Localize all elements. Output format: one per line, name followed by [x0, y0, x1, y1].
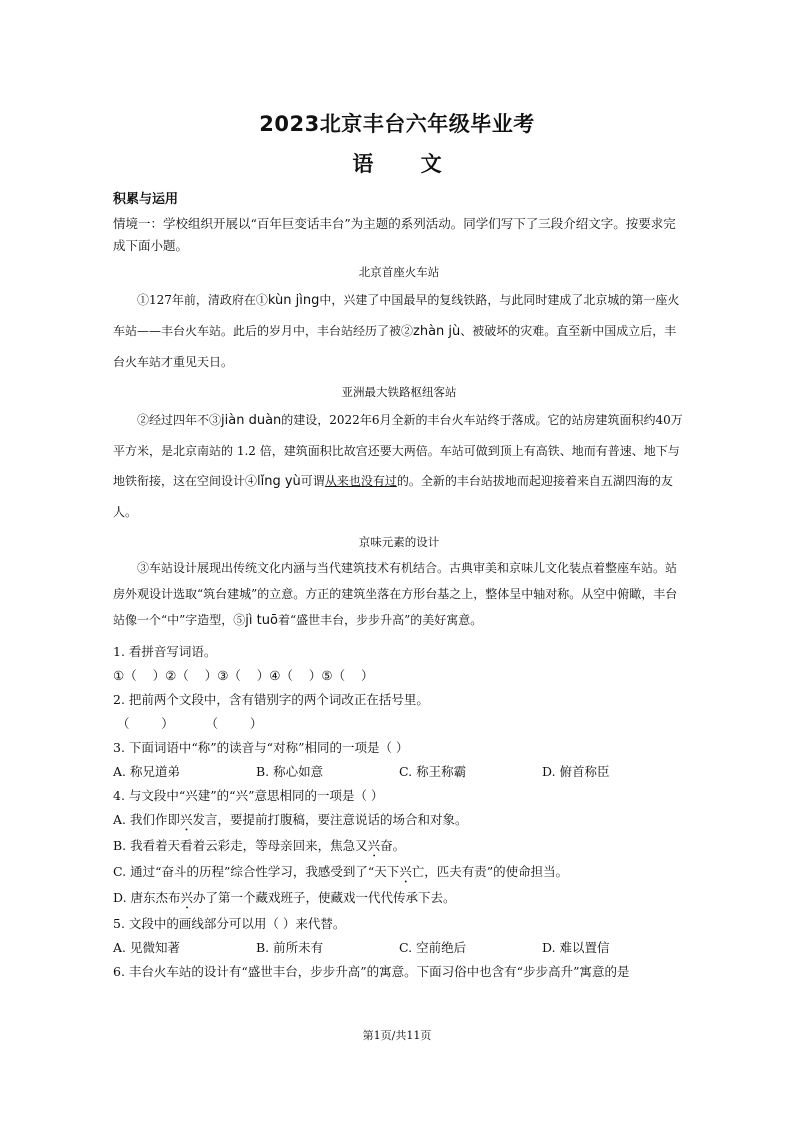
option-c[interactable]: C. 称王称霸 [399, 764, 467, 779]
pinyin-2: zhàn jù [413, 324, 461, 339]
passage-text: ②经过四年不③ [137, 413, 222, 427]
question-4: 4. 与文段中“兴建”的“兴”意思相同的一项是（ ） [113, 788, 384, 803]
question-4-option-c[interactable] [113, 860, 685, 886]
passage-text: 的。全新的丰台站拔地而起迎接着来自五湖四海的友人。 [113, 474, 673, 519]
passage-text: 着“盛世丰台，步步升高”的美好寓意。 [277, 613, 483, 627]
option-a[interactable]: A. 见微知著 [113, 940, 180, 955]
option-text: C. 通过“奋斗的历程”综合性学习，我感受到了“天下 [113, 864, 400, 879]
question-5: 5. 文段中的画线部分可以用（ ）来代替。 [113, 916, 346, 931]
question-4-option-d[interactable] [113, 886, 685, 912]
emphasized-char: 兴 [179, 812, 193, 827]
question-3: 3. 下面词语中“称”的读音与“对称”相同的一项是（ ） [113, 740, 409, 755]
option-d[interactable]: D. 难以置信 [542, 940, 610, 955]
option-d[interactable]: D. 俯首称臣 [542, 764, 610, 779]
option-text: 亡，匹夫有责”的使命担当。 [411, 864, 569, 879]
passage-text: 、被破坏的灾难。直至新中国成立后，丰台火车站才重见天日。 [113, 324, 677, 369]
subject-title: 语 文 [352, 152, 442, 176]
pinyin-5: jì tuō [245, 613, 278, 628]
pinyin-1: kùn jìng [267, 293, 320, 308]
passage-text: 的建设，2022年6月全新的丰台火车站终于落成。它的站房建筑面积约40万平方米，是北京南站的 1.2 倍，建筑面积比故宫还要大两倍。车站可做到顶上有高铁、地而有普速、地下与地铁衔接，这在空间设计④ [113, 413, 683, 488]
passage-text: ①127年前，清政府在① [137, 293, 268, 307]
question-2-blanks[interactable]: （ ） （ ） [113, 716, 263, 731]
passage-2-subtitle: 亚洲最大铁路枢纽客站 [341, 385, 457, 399]
content-body [113, 188, 685, 984]
question-4-option-b[interactable] [113, 834, 685, 860]
exam-title: 2023北京丰台六年级毕业考 [259, 112, 535, 136]
page-number: 第1页/共11页 [362, 1029, 432, 1042]
question-6: 6. 丰台火车站的设计有“盛世丰台，步步升高”的寓意。下面习俗中也含有“步步高升”寓意的是 [113, 964, 630, 979]
passage-1-subtitle: 北京首座火车站 [358, 265, 440, 279]
question-3-options [113, 760, 685, 784]
option-text: D. 唐东杰布 [113, 890, 181, 905]
passage-3 [113, 555, 685, 634]
option-a[interactable]: A. 称兄道弟 [113, 764, 180, 779]
passage-1 [113, 285, 685, 377]
passage-3-subtitle: 京味元素的设计 [358, 535, 440, 549]
passage-2 [113, 405, 685, 527]
passage-text: ③车站设计展现出传统文化内涵与当代建筑技术有机结合。古典审美和京味儿文化装点着整座车站。站房外观设计选取“筑台建城”的立意。方正的建筑坐落在方形台基之上，整体呈中轴对称。从空中俯瞰，丰台站像一个“中”字造型，⑤ [113, 561, 678, 627]
pinyin-4: lǐng yù [257, 474, 301, 489]
option-text: 奋。 [380, 838, 406, 853]
option-text: 发言，要提前打腹稿，要注意说话的场合和对象。 [192, 812, 468, 827]
option-b[interactable]: B. 称心如意 [256, 764, 324, 779]
question-1: 1. 看拼音写词语。 [113, 644, 217, 659]
option-text: A. 我们作即 [113, 812, 180, 827]
option-b[interactable]: B. 前所未有 [256, 940, 324, 955]
question-2: 2. 把前两个文段中，含有错别字的两个词改正在括号里。 [113, 692, 429, 707]
emphasized-char: 兴 [367, 838, 381, 853]
pinyin-3: jiàn duàn [221, 413, 282, 428]
underlined-phrase: 从来也没有过 [324, 474, 397, 488]
passage-text: 中，兴建了中国最早的复线铁路，与此同时建成了北京城的第一座火车站——丰台火车站。此后的岁月中，丰台站经历了被② [113, 293, 680, 338]
passage-text: 可谓 [300, 474, 325, 488]
intro-text: 情境一：学校组织开展以“百年巨变话丰台”为主题的系列活动。同学们写下了三段介绍文字。按要求完成下面小题。 [113, 216, 676, 253]
emphasized-char: 兴 [180, 890, 194, 905]
option-text: 办了第一个藏戏班子，使藏戏一代代传承下去。 [193, 890, 456, 905]
option-c[interactable]: C. 空前绝后 [399, 940, 467, 955]
section-heading: 积累与运用 [113, 192, 179, 207]
option-text: B. 我看着天看着云彩走，等母亲回来，焦急又 [113, 838, 368, 853]
question-1-blanks[interactable]: ①（ ）②（ ）③（ ）④（ ）⑤（ ） [113, 668, 374, 683]
question-5-options [113, 936, 685, 960]
emphasized-char: 兴 [399, 864, 412, 879]
question-4-option-a[interactable] [113, 808, 685, 834]
